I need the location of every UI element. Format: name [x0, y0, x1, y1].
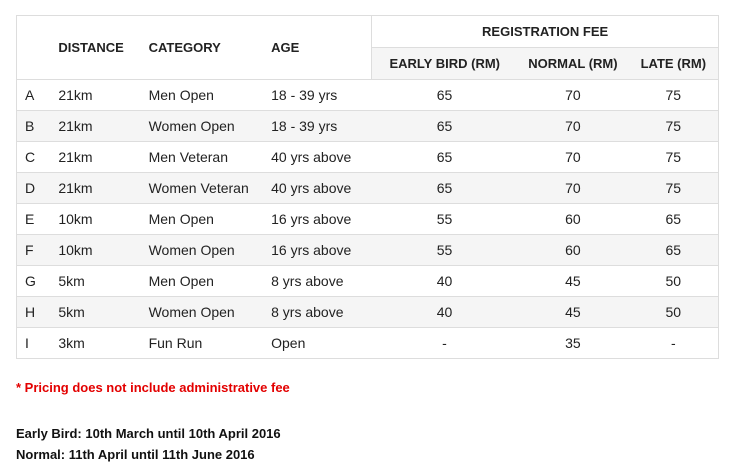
- row-category: Women Open: [149, 297, 272, 328]
- row-age: 18 - 39 yrs: [271, 111, 372, 142]
- row-letter: A: [17, 80, 59, 111]
- row-age: Open: [271, 328, 372, 359]
- row-distance: 5km: [58, 266, 148, 297]
- table-row: [17, 266, 719, 297]
- row-letter: D: [17, 173, 59, 204]
- row-letter: B: [17, 111, 59, 142]
- normal-dates: Normal: 11th April until 11th June 2016: [16, 447, 255, 462]
- row-distance: 3km: [58, 328, 148, 359]
- row-normal-fee: 45: [517, 266, 628, 297]
- header-registration-fee: REGISTRATION FEE: [372, 16, 719, 48]
- row-early-bird-fee: 40: [372, 266, 517, 297]
- row-age: 18 - 39 yrs: [271, 80, 372, 111]
- row-letter: E: [17, 204, 59, 235]
- row-early-bird-fee: 55: [372, 235, 517, 266]
- row-normal-fee: 60: [517, 204, 628, 235]
- row-late-fee: -: [629, 328, 719, 359]
- header-late: LATE (RM): [629, 48, 719, 80]
- row-distance: 21km: [58, 173, 148, 204]
- row-early-bird-fee: 55: [372, 204, 517, 235]
- row-letter: C: [17, 142, 59, 173]
- header-distance: DISTANCE: [58, 16, 148, 80]
- row-category: Women Veteran: [149, 173, 272, 204]
- table-row: [17, 204, 719, 235]
- header-early-bird: EARLY BIRD (RM): [372, 48, 517, 80]
- row-late-fee: 75: [629, 80, 719, 111]
- row-late-fee: 50: [629, 297, 719, 328]
- row-category: Men Veteran: [149, 142, 272, 173]
- row-early-bird-fee: 65: [372, 80, 517, 111]
- row-late-fee: 50: [629, 266, 719, 297]
- header-normal: NORMAL (RM): [517, 48, 628, 80]
- row-letter: F: [17, 235, 59, 266]
- row-early-bird-fee: 65: [372, 173, 517, 204]
- row-category: Men Open: [149, 266, 272, 297]
- early-bird-dates: Early Bird: 10th March until 10th April 2016: [16, 426, 281, 441]
- row-late-fee: 75: [629, 111, 719, 142]
- header-category: CATEGORY: [149, 16, 272, 80]
- table-body: [17, 80, 719, 359]
- row-normal-fee: 70: [517, 111, 628, 142]
- table-row: [17, 173, 719, 204]
- row-age: 16 yrs above: [271, 204, 372, 235]
- row-distance: 10km: [58, 235, 148, 266]
- row-early-bird-fee: -: [372, 328, 517, 359]
- row-age: 40 yrs above: [271, 173, 372, 204]
- row-category: Fun Run: [149, 328, 272, 359]
- row-distance: 10km: [58, 204, 148, 235]
- table-header-row: [17, 16, 719, 48]
- row-letter: I: [17, 328, 59, 359]
- row-normal-fee: 35: [517, 328, 628, 359]
- row-age: 16 yrs above: [271, 235, 372, 266]
- row-normal-fee: 45: [517, 297, 628, 328]
- row-late-fee: 75: [629, 173, 719, 204]
- row-distance: 21km: [58, 80, 148, 111]
- table-row: [17, 235, 719, 266]
- row-early-bird-fee: 65: [372, 111, 517, 142]
- row-category: Men Open: [149, 204, 272, 235]
- row-age: 40 yrs above: [271, 142, 372, 173]
- table-row: [17, 111, 719, 142]
- row-early-bird-fee: 65: [372, 142, 517, 173]
- row-late-fee: 65: [629, 235, 719, 266]
- row-category: Men Open: [149, 80, 272, 111]
- row-letter: H: [17, 297, 59, 328]
- row-distance: 21km: [58, 111, 148, 142]
- header-age: AGE: [271, 16, 372, 80]
- table-row: [17, 142, 719, 173]
- row-letter: G: [17, 266, 59, 297]
- row-early-bird-fee: 40: [372, 297, 517, 328]
- row-late-fee: 65: [629, 204, 719, 235]
- row-normal-fee: 70: [517, 142, 628, 173]
- row-category: Women Open: [149, 111, 272, 142]
- table-row: [17, 80, 719, 111]
- row-distance: 5km: [58, 297, 148, 328]
- table-row: [17, 328, 719, 359]
- row-normal-fee: 60: [517, 235, 628, 266]
- table-row: [17, 297, 719, 328]
- row-age: 8 yrs above: [271, 266, 372, 297]
- row-late-fee: 75: [629, 142, 719, 173]
- date-info: [16, 423, 281, 465]
- row-normal-fee: 70: [517, 173, 628, 204]
- row-distance: 21km: [58, 142, 148, 173]
- row-category: Women Open: [149, 235, 272, 266]
- row-age: 8 yrs above: [271, 297, 372, 328]
- row-normal-fee: 70: [517, 80, 628, 111]
- registration-fee-table: [16, 15, 719, 359]
- pricing-note: * Pricing does not include administrative fee: [16, 380, 290, 395]
- header-letter: [17, 16, 59, 80]
